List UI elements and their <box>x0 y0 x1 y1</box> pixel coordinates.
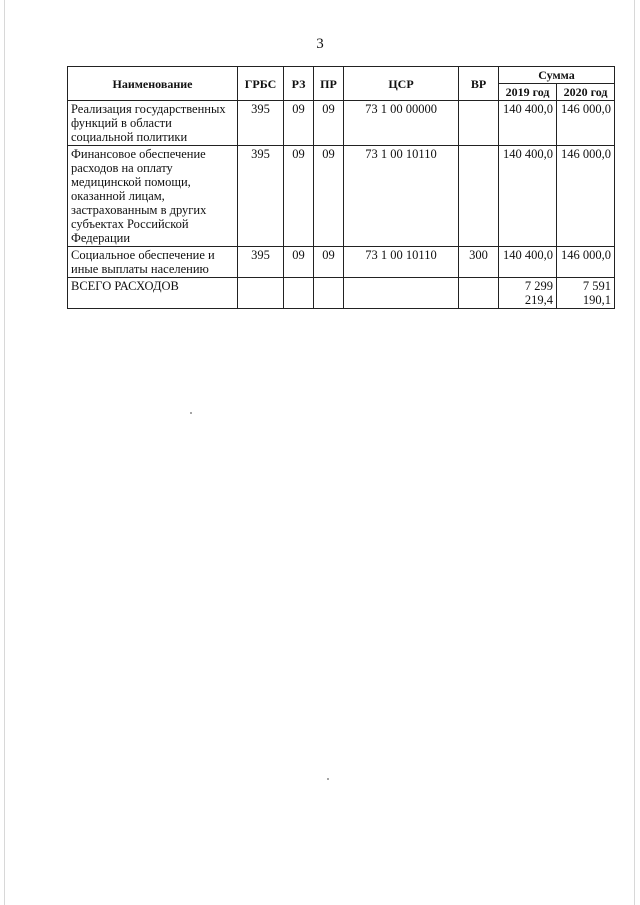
cell-2020: 146 000,0 <box>557 101 615 146</box>
cell-2019: 140 400,0 <box>499 247 557 278</box>
cell-rz: 09 <box>284 146 314 247</box>
cell-csr: 73 1 00 10110 <box>344 146 459 247</box>
header-year-2019: 2019 год <box>499 84 557 101</box>
header-vr: ВР <box>459 67 499 101</box>
cell-name: Финансовое обеспечение расходов на оплату медицинской помощи, оказанной лицам, застрахованным в других субъектах Российской Федерации <box>68 146 238 247</box>
header-rz: РЗ <box>284 67 314 101</box>
cell-csr: 73 1 00 00000 <box>344 101 459 146</box>
scan-speck <box>190 412 192 414</box>
cell-empty <box>238 278 284 309</box>
cell-grbs: 395 <box>238 146 284 247</box>
cell-grbs: 395 <box>238 101 284 146</box>
total-row <box>68 278 615 309</box>
page-edge-left <box>4 0 5 905</box>
header-sum: Сумма <box>499 67 615 84</box>
cell-rz: 09 <box>284 101 314 146</box>
cell-2020: 146 000,0 <box>557 247 615 278</box>
total-2020: 7 591 190,1 <box>557 278 615 309</box>
table-row <box>68 247 615 278</box>
cell-2019: 140 400,0 <box>499 101 557 146</box>
cell-2020: 146 000,0 <box>557 146 615 247</box>
total-2019: 7 299 219,4 <box>499 278 557 309</box>
cell-2019: 140 400,0 <box>499 146 557 247</box>
page-edge-right <box>634 0 635 905</box>
scan-speck <box>327 778 329 780</box>
cell-empty <box>314 278 344 309</box>
cell-vr <box>459 146 499 247</box>
cell-name: Реализация государственных функций в области социальной политики <box>68 101 238 146</box>
total-label: ВСЕГО РАСХОДОВ <box>68 278 238 309</box>
cell-csr: 73 1 00 10110 <box>344 247 459 278</box>
header-row <box>68 67 615 84</box>
cell-name: Социальное обеспечение и иные выплаты населению <box>68 247 238 278</box>
header-name: Наименование <box>68 67 238 101</box>
header-grbs: ГРБС <box>238 67 284 101</box>
cell-pr: 09 <box>314 146 344 247</box>
cell-rz: 09 <box>284 247 314 278</box>
page-number: 3 <box>316 36 324 52</box>
cell-pr: 09 <box>314 247 344 278</box>
expenditure-table <box>67 66 615 309</box>
cell-pr: 09 <box>314 101 344 146</box>
cell-empty <box>344 278 459 309</box>
header-pr: ПР <box>314 67 344 101</box>
header-year-2020: 2020 год <box>557 84 615 101</box>
cell-grbs: 395 <box>238 247 284 278</box>
cell-vr <box>459 101 499 146</box>
table-row <box>68 101 615 146</box>
cell-empty <box>284 278 314 309</box>
cell-empty <box>459 278 499 309</box>
table-row <box>68 146 615 247</box>
cell-vr: 300 <box>459 247 499 278</box>
header-csr: ЦСР <box>344 67 459 101</box>
